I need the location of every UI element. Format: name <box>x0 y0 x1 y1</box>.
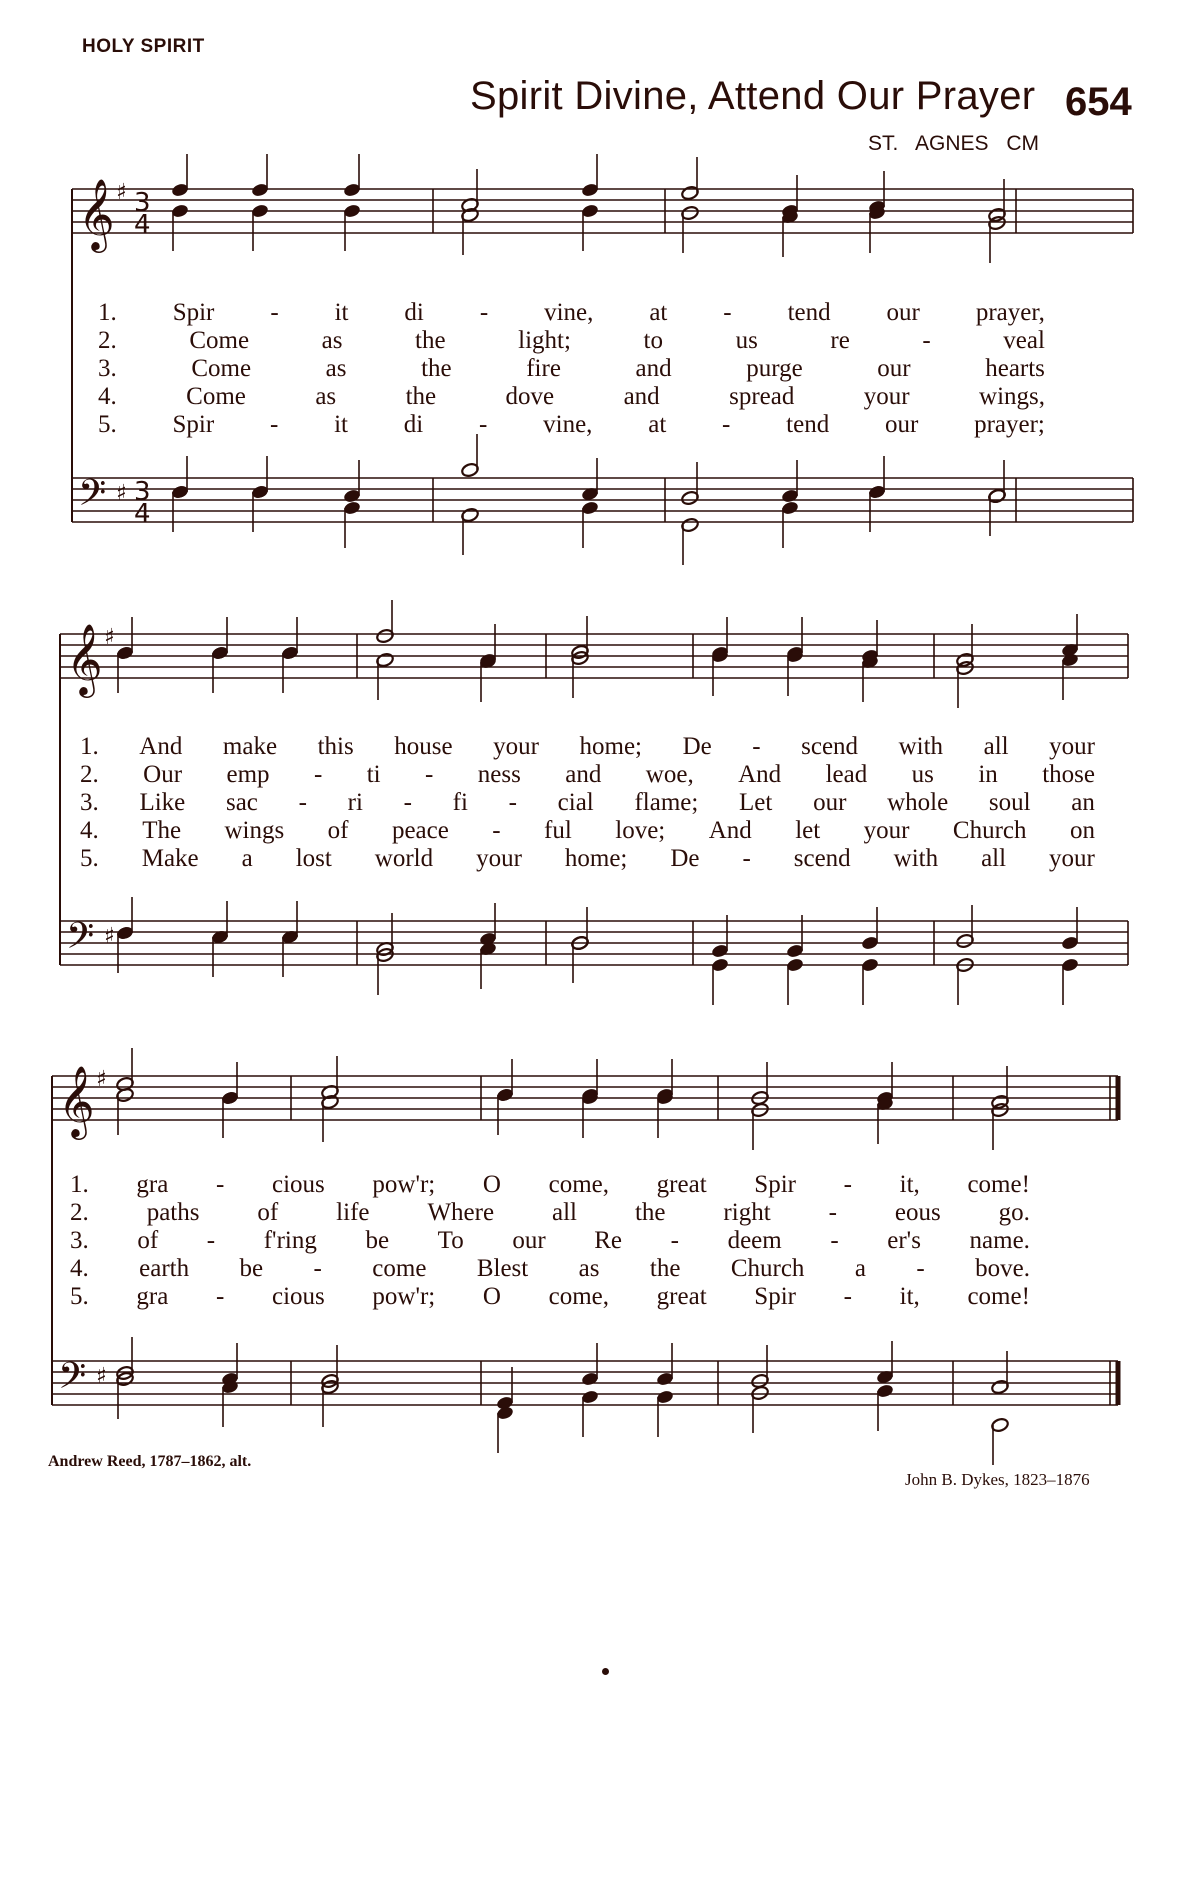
lyric-syllable: And <box>139 733 183 760</box>
lyric-syllable: paths <box>146 1199 200 1226</box>
time-signature: 4 <box>134 210 151 240</box>
lyric-syllable: come! <box>967 1283 1030 1310</box>
lyric-syllable: and <box>635 355 672 382</box>
page-dot <box>602 1668 609 1675</box>
key-sharp: ♯ <box>104 625 115 650</box>
lyric-syllable: er's <box>887 1227 921 1254</box>
lyric-syllable: of <box>137 1227 159 1254</box>
lyric-syllable: soul <box>988 789 1031 816</box>
lyric-syllable: our <box>884 411 919 438</box>
lyric-syllable: O <box>482 1171 501 1198</box>
lyric-syllable: emp <box>226 761 270 788</box>
lyric-syllable: world <box>374 845 434 872</box>
lyric-syllable: gra <box>136 1171 169 1198</box>
lyric-syllable: tend <box>787 299 831 326</box>
lyric-syllable: Let <box>739 789 773 816</box>
lyric-syllable: and <box>565 761 602 788</box>
lyric-syllable: your <box>493 733 539 760</box>
lyric-syllable: the <box>649 1255 681 1282</box>
verse-number: 3. <box>98 355 117 382</box>
lyric-syllable: Spir <box>754 1283 796 1310</box>
lyric-syllable: us <box>911 761 934 788</box>
lyric-syllable: on <box>1069 817 1095 844</box>
lyric-syllable: vine, <box>544 299 594 326</box>
lyric-syllable: - <box>843 1283 852 1310</box>
lyric-syllable: great <box>656 1171 707 1198</box>
lyric-syllable: the <box>405 383 437 410</box>
lyric-line <box>98 356 1045 381</box>
lyric-syllable: - <box>828 1199 837 1226</box>
lyric-syllable: deem <box>727 1227 782 1254</box>
lyric-syllable: it <box>334 299 349 326</box>
lyric-syllable: go. <box>998 1199 1030 1226</box>
lyric-syllable: - <box>723 299 732 326</box>
lyric-syllable: To <box>437 1227 464 1254</box>
lyric-syllable: Where <box>427 1199 495 1226</box>
section-label: HOLY SPIRIT <box>82 36 205 57</box>
lyric-syllable: ness <box>477 761 521 788</box>
lyric-syllable: Church <box>952 817 1027 844</box>
key-sharp: ♯ <box>116 481 127 506</box>
lyric-syllable: this <box>317 733 354 760</box>
lyric-syllable: Come <box>186 383 246 410</box>
lyric-syllable: prayer, <box>975 299 1045 326</box>
time-signature: 3 <box>134 188 151 218</box>
lyric-syllable: light; <box>518 327 571 354</box>
lyric-syllable: - <box>742 845 751 872</box>
lyric-line <box>98 328 1045 353</box>
verse-number: 2. <box>80 761 99 788</box>
verse-number: 3. <box>70 1227 89 1254</box>
lyric-syllable: the <box>415 327 446 354</box>
lyric-syllable: it <box>334 411 349 438</box>
lyric-line <box>80 762 1095 787</box>
lyric-syllable: prayer; <box>974 411 1045 438</box>
lyric-syllable: home; <box>564 845 628 872</box>
lyric-syllable: as <box>325 355 347 382</box>
lyric-syllable: our <box>512 1227 546 1254</box>
lyric-syllable: peace <box>391 817 449 844</box>
lyric-syllable: your <box>1049 845 1095 872</box>
lyric-syllable: fire <box>526 355 561 382</box>
hymn-title: Spirit Divine, Attend Our Prayer <box>470 74 1036 118</box>
lyric-syllable: Spir <box>172 411 215 438</box>
tune-name: ST. AGNES CM <box>868 132 1040 155</box>
lyric-syllable: di <box>404 299 424 326</box>
lyric-syllable: di <box>403 411 424 438</box>
lyric-syllable: sac <box>225 789 258 816</box>
lyric-syllable: - <box>492 817 501 844</box>
lyric-line <box>80 734 1095 759</box>
lyric-syllable: re <box>830 327 850 354</box>
lyric-syllable: all <box>981 845 1007 872</box>
lyric-syllable: ri <box>347 789 363 816</box>
lyric-syllable: - <box>479 411 488 438</box>
lyric-syllable: come, <box>548 1283 610 1310</box>
lyric-syllable: the <box>634 1199 666 1226</box>
lyric-syllable: of <box>327 817 349 844</box>
lyric-syllable: De <box>682 733 712 760</box>
lyric-syllable: love; <box>615 817 666 844</box>
lyric-syllable: - <box>508 789 517 816</box>
lyric-syllable: - <box>215 1171 225 1198</box>
lyric-syllable: cious <box>271 1283 325 1310</box>
lyric-syllable: be <box>239 1255 264 1282</box>
lyric-syllable: our <box>886 299 920 326</box>
lyric-syllable: the <box>421 355 452 382</box>
treble-clef: 𝄞 <box>78 177 115 250</box>
lyric-syllable: - <box>313 1255 322 1282</box>
verse-number: 4. <box>98 383 117 410</box>
lyric-syllable: - <box>670 1227 679 1254</box>
lyric-syllable: life <box>336 1199 370 1226</box>
verse-number: 1. <box>80 733 99 760</box>
verse-number: 4. <box>80 817 99 844</box>
lyric-syllable: - <box>916 1255 925 1282</box>
verse-number: 5. <box>70 1283 89 1310</box>
bass-clef: 𝄢 <box>58 1355 87 1406</box>
key-sharp: ♯ <box>96 1067 107 1092</box>
lyric-syllable: home; <box>579 733 643 760</box>
key-sharp: ♯ <box>104 924 115 949</box>
lyric-line <box>98 384 1045 409</box>
lyric-syllable: woe, <box>645 761 694 788</box>
lyric-syllable: your <box>476 845 522 872</box>
lyric-syllable: at <box>648 411 667 438</box>
lyric-syllable: cial <box>557 789 594 816</box>
lyric-syllable: eous <box>894 1199 941 1226</box>
lyric-syllable: flame; <box>634 789 699 816</box>
verse-number: 1. <box>98 299 117 326</box>
lyric-line <box>70 1284 1030 1309</box>
lyric-syllable: - <box>206 1227 216 1254</box>
lyric-syllable: Come <box>189 327 250 354</box>
lyric-syllable: name. <box>969 1227 1030 1254</box>
lyric-syllable: And <box>708 817 752 844</box>
lyric-syllable: ful <box>544 817 572 844</box>
lyric-line <box>80 846 1095 871</box>
music-credit: John B. Dykes, 1823–1876 <box>905 1470 1090 1489</box>
lyric-syllable: - <box>722 411 731 438</box>
key-sharp: ♯ <box>116 180 127 205</box>
lyric-syllable: scend <box>801 733 859 760</box>
lyric-line <box>70 1200 1030 1225</box>
lyric-syllable: come, <box>548 1171 610 1198</box>
verse-number: 4. <box>70 1255 89 1282</box>
lyric-syllable: vine, <box>543 411 593 438</box>
lyric-syllable: O <box>482 1283 501 1310</box>
lyric-syllable: lead <box>825 761 868 788</box>
treble-clef: 𝄞 <box>66 622 103 695</box>
lyric-syllable: - <box>270 299 279 326</box>
lyric-syllable: - <box>479 299 489 326</box>
lyric-syllable: - <box>843 1171 852 1198</box>
lyric-syllable: right <box>723 1199 771 1226</box>
lyric-syllable: it, <box>899 1283 920 1310</box>
lyric-syllable: Like <box>139 789 186 816</box>
lyric-syllable: an <box>1071 789 1095 816</box>
bass-clef: 𝄢 <box>66 915 95 966</box>
lyric-syllable: veal <box>1003 327 1045 354</box>
bass-clef: 𝄢 <box>78 472 107 523</box>
lyric-syllable: let <box>795 817 821 844</box>
lyric-syllable: Come <box>191 355 252 382</box>
lyric-syllable: your <box>1049 733 1095 760</box>
lyric-syllable: - <box>270 411 279 438</box>
lyric-syllable: - <box>403 789 412 816</box>
lyric-syllable: with <box>898 733 944 760</box>
lyric-syllable: our <box>813 789 847 816</box>
lyric-syllable: it, <box>899 1171 920 1198</box>
lyric-syllable: of <box>257 1199 279 1226</box>
lyric-syllable: gra <box>136 1283 169 1310</box>
lyric-syllable: scend <box>793 845 851 872</box>
lyric-syllable: a <box>241 845 253 872</box>
lyric-syllable: Blest <box>476 1255 529 1282</box>
lyric-syllable: lost <box>295 845 332 872</box>
lyric-syllable: hearts <box>985 355 1045 382</box>
lyric-syllable: wings <box>224 817 285 844</box>
lyric-line <box>98 300 1045 325</box>
lyric-syllable: - <box>215 1283 225 1310</box>
lyric-syllable: house <box>394 733 453 760</box>
lyric-syllable: be <box>365 1227 390 1254</box>
verse-number: 3. <box>80 789 99 816</box>
verse-number: 1. <box>70 1171 89 1198</box>
lyric-syllable: and <box>623 383 660 410</box>
lyric-syllable: wings, <box>979 383 1045 410</box>
lyric-syllable: De <box>670 845 700 872</box>
lyric-syllable: with <box>893 845 939 872</box>
lyric-syllable: all <box>552 1199 577 1226</box>
lyric-syllable: come <box>372 1255 427 1282</box>
lyric-syllable: as <box>321 327 343 354</box>
lyric-syllable: - <box>830 1227 839 1254</box>
lyric-syllable: those <box>1042 761 1095 788</box>
lyric-syllable: Spir <box>754 1171 796 1198</box>
lyric-syllable: great <box>656 1283 707 1310</box>
time-signature: 3 <box>134 477 151 507</box>
key-sharp: ♯ <box>96 1364 107 1389</box>
lyric-syllable: cious <box>271 1171 325 1198</box>
lyric-syllable: earth <box>139 1255 190 1282</box>
lyric-line <box>70 1172 1030 1197</box>
lyric-syllable: come! <box>967 1171 1030 1198</box>
lyric-syllable: at <box>649 299 668 326</box>
lyric-syllable: - <box>752 733 761 760</box>
lyric-line <box>98 412 1045 437</box>
lyric-syllable: Re <box>594 1227 623 1254</box>
verse-number: 2. <box>98 327 117 354</box>
lyric-syllable: bove. <box>975 1255 1030 1282</box>
lyric-syllable: us <box>735 327 758 354</box>
lyric-syllable: ti <box>366 761 381 788</box>
lyric-syllable: as <box>315 383 337 410</box>
lyric-syllable: all <box>983 733 1009 760</box>
lyric-syllable: pow'r; <box>372 1171 436 1198</box>
lyric-line <box>70 1228 1030 1253</box>
lyric-syllable: And <box>738 761 782 788</box>
lyric-syllable: f'ring <box>263 1227 317 1254</box>
lyric-syllable: Make <box>141 845 199 872</box>
lyric-line <box>70 1256 1030 1281</box>
verse-number: 5. <box>98 411 117 438</box>
text-credit: Andrew Reed, 1787–1862, alt. <box>48 1453 252 1470</box>
verse-number: 5. <box>80 845 99 872</box>
time-signature: 4 <box>134 499 151 529</box>
lyric-syllable: - <box>313 761 323 788</box>
lyric-syllable: tend <box>786 411 830 438</box>
treble-clef: 𝄞 <box>58 1064 95 1137</box>
lyric-syllable: a <box>854 1255 866 1282</box>
lyric-syllable: - <box>298 789 307 816</box>
lyric-syllable: whole <box>887 789 949 816</box>
lyric-syllable: to <box>643 327 663 354</box>
lyric-syllable: Church <box>730 1255 805 1282</box>
lyric-syllable: your <box>863 383 910 410</box>
lyric-syllable: your <box>863 817 910 844</box>
lyric-syllable: The <box>142 817 182 844</box>
lyric-syllable: purge <box>746 355 803 382</box>
lyric-line <box>80 818 1095 843</box>
lyric-syllable: make <box>222 733 278 760</box>
lyric-syllable: - <box>425 761 434 788</box>
lyric-syllable: Spir <box>172 299 215 326</box>
lyric-syllable: spread <box>729 383 795 410</box>
lyric-syllable: our <box>877 355 911 382</box>
lyric-syllable: pow'r; <box>372 1283 436 1310</box>
verse-number: 2. <box>70 1199 89 1226</box>
lyric-line <box>80 790 1095 815</box>
hymn-number: 654 <box>1065 80 1132 124</box>
lyric-syllable: dove <box>505 383 555 410</box>
lyric-syllable: fi <box>452 789 468 816</box>
lyric-syllable: in <box>978 761 998 788</box>
lyric-syllable: as <box>578 1255 600 1282</box>
lyric-syllable: Our <box>143 761 183 788</box>
lyric-syllable: - <box>922 327 931 354</box>
